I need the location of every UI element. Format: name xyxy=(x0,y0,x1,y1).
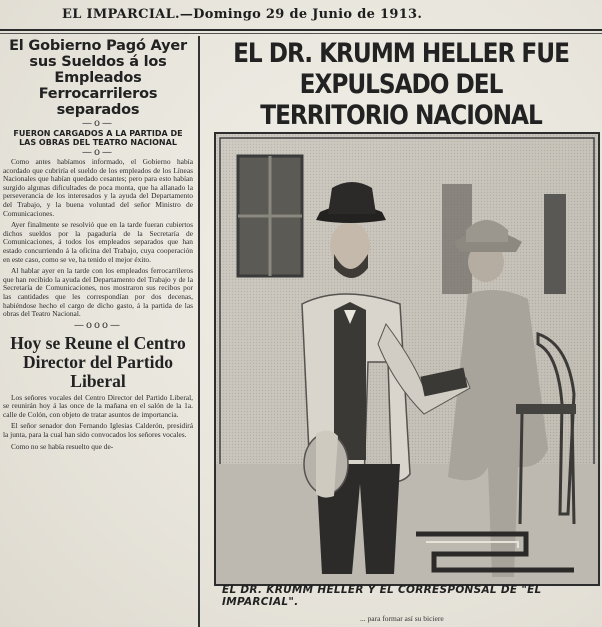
article1-paragraph: Ayer finalmente se resolvió que en la tarde fueran cubiertos dichos sueldos por la pagaduría de la Secretaría de Comunicaciones, á todos los empleados separados que han estado concurriendo á la oficina del Trabajo, cuya cooperación en este caso, como se ve, ha tenido el mejor éxito. xyxy=(3,220,193,264)
article3-continuation-text: ... para formar así su biciere xyxy=(360,614,444,623)
article2-paragraph: Como no se había resuelto que de- xyxy=(11,441,114,451)
article2-headline: Hoy se Reune el Centro Director del Partido Liberal xyxy=(10,332,186,391)
article2-paragraph: El señor senador don Fernando Iglesias Calderón, presidirá la junta, para la cual han sido convocados los señores vocales. xyxy=(3,421,193,440)
masthead xyxy=(0,0,602,34)
article1-headline: El Gobierno Pagó Ayer sus Sueldos á los Empleados Ferrocarrileros separados xyxy=(9,38,187,118)
left-column xyxy=(0,38,196,454)
article1-ornament: —o— xyxy=(81,118,115,129)
article1-body xyxy=(3,158,193,319)
photo-caption: EL DR. KRUMM HELLER Y EL CORRESPONSAL DE "EL IMPARCIAL". xyxy=(222,584,542,608)
article2-paragraph: Los señores vocales del Centro Director del Partido Liberal, se reunirán hoy á las once de la mañana en el salón de la 1a. calle de Colón, con objeto de tratar asuntos de importancia. xyxy=(3,392,193,419)
column-divider xyxy=(198,36,200,627)
masthead-rule xyxy=(0,29,602,31)
masthead-rule-thin xyxy=(0,33,602,34)
article1-paragraph: Como antes habíamos informado, el Gobierno había acordado que cubriría el sueldo de los empleados de los Líneas Nacionales que habían quedado cesantes; pero para esto habían surgido algunas dificultades de poca monta, que ha allanado la perseverancia de los interesados y la ayuda del Departamento del Trabajo, y la buena voluntad del señor Ministro de Comunicaciones. xyxy=(3,157,193,218)
news-photograph xyxy=(214,132,600,586)
article1-end-ornament: —ooo— xyxy=(73,319,123,331)
photo-illustration xyxy=(216,134,598,584)
article2-body xyxy=(3,394,193,452)
article3-headline: EL DR. KRUMM HELLER FUE EXPULSADO DEL TERRITORIO NACIONAL xyxy=(233,38,569,131)
masthead-text: EL IMPARCIAL.—Domingo 29 de Junio de 1913. xyxy=(62,7,423,22)
article1-subhead: FUERON CARGADOS A LA PARTIDA DE LAS OBRAS DEL TEATRO NACIONAL xyxy=(13,129,183,147)
article1-paragraph: Al hablar ayer en la tarde con los empleados ferrocarrileros que han recibido la ayuda del Departamento del Trabajo y de la Secretaría de Comunicaciones, nos mostraron sus recibos por las cantidades que les correspondían por dos decenas, habiéndose hecho el cargo de dicho gasto, á la partida de las obras del Teatro Nacional. xyxy=(3,266,193,319)
article1-ornament-2: —o— xyxy=(81,147,115,158)
